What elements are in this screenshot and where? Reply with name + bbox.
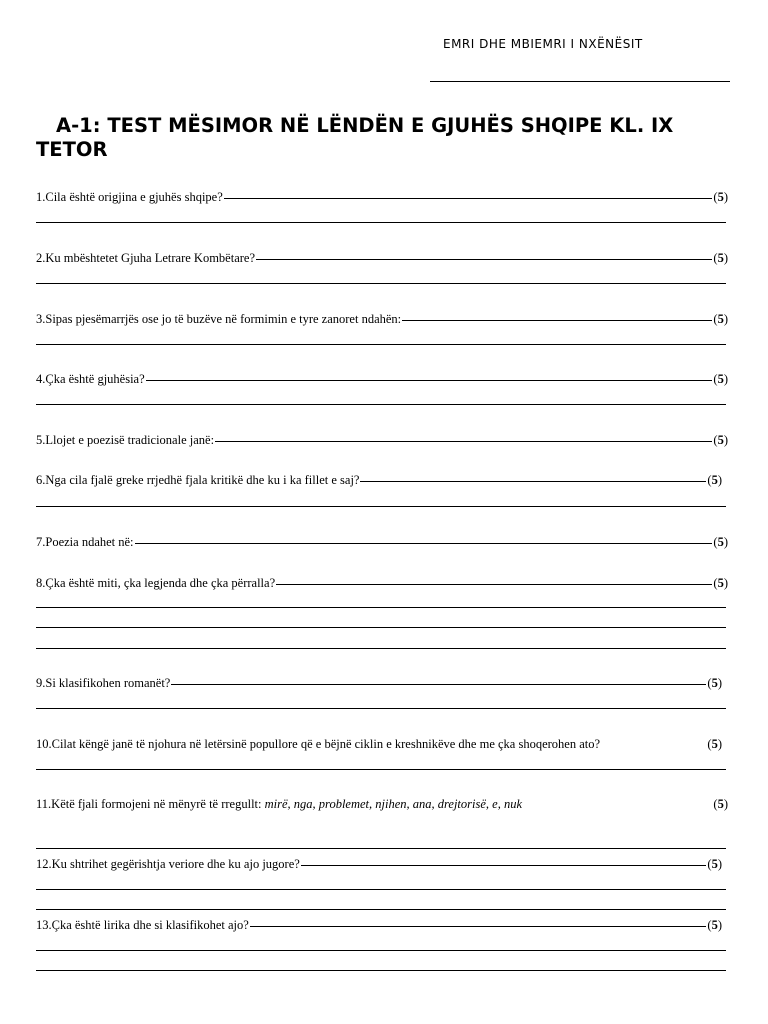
answer-line[interactable] xyxy=(36,950,726,951)
student-name-label: EMRI DHE MBIEMRI I NXËNËSIT xyxy=(443,37,643,51)
student-name-line[interactable] xyxy=(430,81,730,82)
question-13 xyxy=(36,917,728,933)
question-4 xyxy=(36,371,728,387)
question-text: 2.Ku mbështetet Gjuha Letrare Kombëtare? xyxy=(36,251,256,265)
points: (5) xyxy=(713,576,728,590)
question-7 xyxy=(36,534,728,550)
question-12 xyxy=(36,856,728,872)
question-text: 12.Ku shtrihet gegërishtja veriore dhe ku ajo jugore? xyxy=(36,857,300,871)
question-9 xyxy=(36,675,728,691)
answer-line[interactable] xyxy=(36,909,726,910)
question-text: 9.Si klasifikohen romanët? xyxy=(36,676,171,690)
answer-line[interactable] xyxy=(36,222,726,223)
question-text: 11.Këtë fjali formojeni në mënyrë të rregullt: mirë, nga, problemet, njihen, ana, drejtorisë, e, nuk xyxy=(36,797,522,811)
page-title: A-1: TEST MËSIMOR NË LËNDËN E GJUHËS SHQIPE KL. IX TETOR xyxy=(36,114,674,161)
points: (5) xyxy=(713,433,728,447)
question-2 xyxy=(36,250,728,266)
points: (5) xyxy=(707,737,722,751)
answer-line[interactable] xyxy=(36,970,726,971)
question-text: 10.Cilat këngë janë të njohura në letërsinë popullore që e bëjnë ciklin e kreshnikëve dhe me çka shoqerohen ato? xyxy=(36,737,601,751)
answer-inline-line[interactable] xyxy=(224,198,713,199)
answer-inline-line[interactable] xyxy=(171,684,706,685)
answer-line[interactable] xyxy=(36,607,726,608)
question-text: 1.Cila është origjina e gjuhës shqipe? xyxy=(36,190,223,204)
points: (5) xyxy=(707,918,722,932)
question-8 xyxy=(36,575,728,591)
answer-inline-line[interactable] xyxy=(135,543,713,544)
question-text: 3.Sipas pjesëmarrjës ose jo të buzëve në formimin e tyre zanoret ndahën: xyxy=(36,312,402,326)
question-text: 5.Llojet e poezisë tradicionale janë: xyxy=(36,433,215,447)
answer-inline-line[interactable] xyxy=(256,259,712,260)
answer-line[interactable] xyxy=(36,708,726,709)
points: (5) xyxy=(713,535,728,549)
answer-line[interactable] xyxy=(36,506,726,507)
question-text: 7.Poezia ndahet në: xyxy=(36,535,134,549)
answer-inline-line[interactable] xyxy=(215,441,712,442)
points: (5) xyxy=(707,676,722,690)
question-11 xyxy=(36,796,728,812)
question-text: 4.Çka është gjuhësia? xyxy=(36,372,145,386)
question-1 xyxy=(36,189,728,205)
answer-inline-line[interactable] xyxy=(146,380,713,381)
question-5 xyxy=(36,432,728,448)
answer-inline-line[interactable] xyxy=(402,320,712,321)
question-6 xyxy=(36,472,728,488)
answer-line[interactable] xyxy=(36,283,726,284)
answer-inline-line[interactable] xyxy=(360,481,706,482)
answer-line[interactable] xyxy=(36,769,726,770)
points: (5) xyxy=(707,473,722,487)
points: (5) xyxy=(713,797,728,811)
question-10 xyxy=(36,736,728,752)
points: (5) xyxy=(713,372,728,386)
question-text: 8.Çka është miti, çka legjenda dhe çka përralla? xyxy=(36,576,276,590)
answer-line[interactable] xyxy=(36,648,726,649)
points: (5) xyxy=(713,312,728,326)
points: (5) xyxy=(713,251,728,265)
scrambled-words: mirë, nga, problemet, njihen, ana, drejtorisë, e, nuk xyxy=(264,797,522,811)
answer-line[interactable] xyxy=(36,848,726,849)
answer-line[interactable] xyxy=(36,404,726,405)
answer-inline-line[interactable] xyxy=(250,926,707,927)
question-text: 13.Çka është lirika dhe si klasifikohet ajo? xyxy=(36,918,249,932)
points: (5) xyxy=(707,857,722,871)
answer-line[interactable] xyxy=(36,889,726,890)
answer-line[interactable] xyxy=(36,627,726,628)
answer-line[interactable] xyxy=(36,344,726,345)
points: (5) xyxy=(713,190,728,204)
answer-inline-line[interactable] xyxy=(276,584,712,585)
answer-inline-line[interactable] xyxy=(301,865,707,866)
question-3 xyxy=(36,311,728,327)
question-text: 6.Nga cila fjalë greke rrjedhë fjala kritikë dhe ku i ka fillet e saj? xyxy=(36,473,360,487)
